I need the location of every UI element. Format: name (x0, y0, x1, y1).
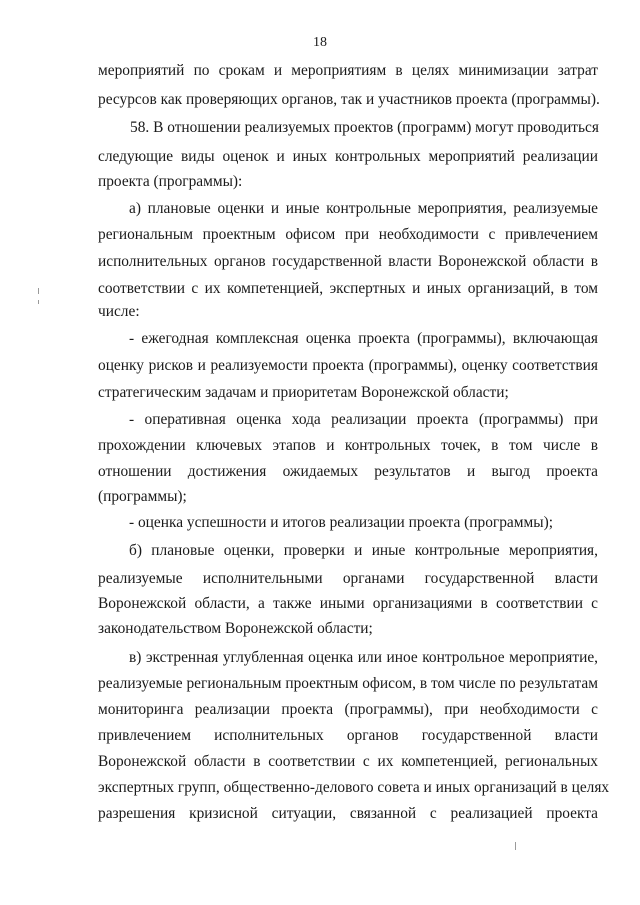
text-line: - ежегодная комплексная оценка проекта (программы), включающая (129, 330, 598, 347)
text-line: б) плановые оценки, проверки и иные контрольные мероприятия, (129, 542, 598, 559)
text-line: законодательством Воронежской области; (98, 620, 373, 637)
scan-speck (38, 288, 39, 294)
page-number: 18 (313, 35, 327, 50)
text-line: 58. В отношении реализуемых проектов (программ) могут проводиться (130, 119, 599, 136)
text-line: Воронежской области в соответствии с их компетенцией, региональных (98, 753, 598, 770)
text-line: прохождении ключевых этапов и контрольных точек, в том числе в (98, 437, 598, 454)
text-line: исполнительных органов государственной власти Воронежской области в (98, 253, 598, 270)
scan-speck (38, 300, 39, 304)
text-line: Воронежской области, а также иными организациями в соответствии с (98, 595, 598, 612)
text-line: числе: (98, 303, 140, 320)
text-line: мониторинга реализации проекта (программы), при необходимости с (98, 701, 598, 718)
text-line: разрешения кризисной ситуации, связанной с реализацией проекта (98, 805, 598, 822)
scan-speck (515, 842, 516, 850)
text-line: стратегическим задачам и приоритетам Воронежской области; (98, 384, 509, 401)
text-line: экспертных групп, общественно-делового совета и иных организаций в целях (98, 779, 610, 796)
text-line: мероприятий по срокам и мероприятиям в целях минимизации затрат (98, 62, 598, 79)
text-line: соответствии с их компетенцией, экспертных и иных организаций, в том (98, 280, 598, 297)
text-line: проекта (программы): (98, 173, 243, 190)
text-line: реализуемые исполнительными органами государственной власти (98, 570, 598, 587)
text-line: отношении достижения ожидаемых результатов и выгод проекта (98, 463, 598, 480)
text-line: привлечением исполнительных органов государственной власти (98, 727, 598, 744)
text-line: реализуемые региональным проектным офисом, в том числе по результатам (98, 675, 598, 692)
text-line: а) плановые оценки и иные контрольные мероприятия, реализуемые (129, 200, 598, 217)
text-line: - оценка успешности и итогов реализации проекта (программы); (129, 514, 553, 531)
text-line: ресурсов как проверяющих органов, так и участников проекта (программы). (98, 91, 600, 108)
text-line: следующие виды оценок и иных контрольных мероприятий реализации (98, 148, 598, 165)
text-line: - оперативная оценка хода реализации проекта (программы) при (129, 411, 598, 428)
text-line: оценку рисков и реализуемости проекта (программы), оценку соответствия (98, 357, 598, 374)
text-line: региональным проектным офисом при необходимости с привлечением (98, 226, 598, 243)
text-line: (программы); (98, 488, 187, 505)
text-line: в) экстренная углубленная оценка или иное контрольное мероприятие, (129, 649, 598, 666)
